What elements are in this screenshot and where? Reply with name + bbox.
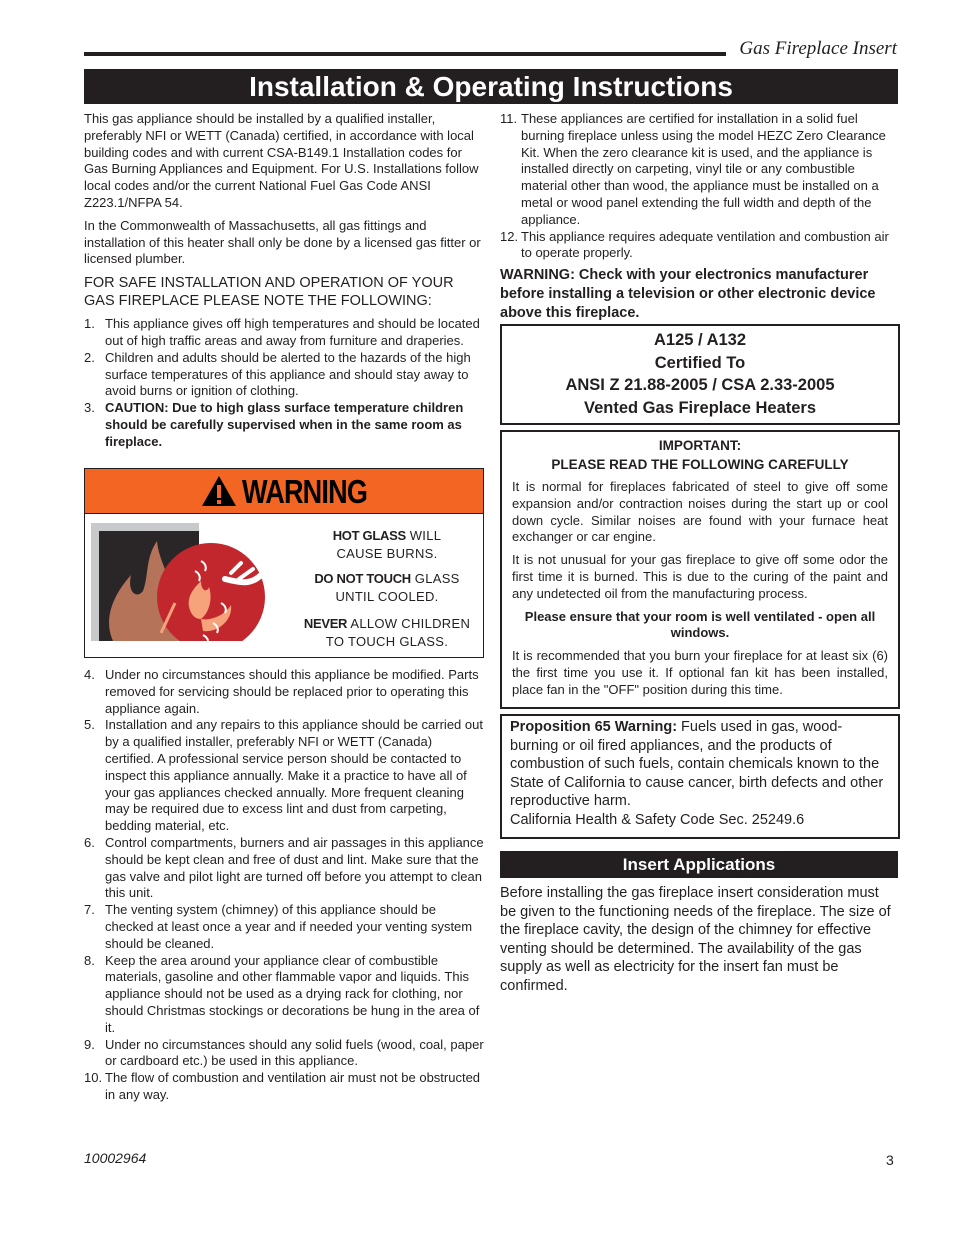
list-item: 10. The flow of combustion and ventilation air must not be obstructed in any way.: [84, 1070, 481, 1102]
list-item: 9. Under no circumstances should any solid fuels (wood, coal, paper or cardboard etc.) be used in this appliance.: [84, 1036, 484, 1069]
insert-applications-heading: Insert Applications: [500, 851, 898, 878]
page-number: 3: [886, 1152, 894, 1168]
important-ventilation-note: Please ensure that your room is well ventilated - open all windows.: [524, 608, 876, 641]
safety-list-b: [84, 667, 484, 1104]
prop65-warning: Proposition 65 Warning: Fuels used in gas, wood-burning or oil fired appliances, and the products of combustion of such fuels, contain chemicals known to the State of California to cause cancer, birth defects and other reproductive harm.: [510, 719, 884, 809]
cert-certified-to: Certified To: [654, 353, 746, 372]
warning-word: WARNING: [242, 473, 368, 510]
important-burn-paragraph: It is recommended that you burn your fireplace for at least six (6) the first time you use it. If optional fan kit has been installed, place fan in the "OFF" position during this time.: [512, 648, 888, 697]
list-item: 8. Keep the area around your appliance clear of combustible materials, gasoline and other flammable vapor and liquids. This appliance should not be used as a drying rack for clothing, nor should Christmas stockings or decorations be hung in the area of it.: [84, 952, 480, 1035]
important-noise-paragraph: It is normal for fireplaces fabricated of steel to give off some expansion and/or contraction noises during the start up or cool down cycle. Similar noises are found with your furnace heat exchanger or car engine.: [512, 479, 888, 545]
running-header: Gas Fireplace Insert: [739, 38, 897, 59]
important-box: [500, 430, 900, 709]
prop65-code: California Health & Safety Code Sec. 25249.6: [510, 811, 805, 828]
header-rule: [84, 52, 726, 56]
safety-list-c: [500, 111, 898, 262]
safety-heading: FOR SAFE INSTALLATION AND OPERATION OF YOUR GAS FIREPLACE PLEASE NOTE THE FOLLOWING:: [84, 275, 454, 310]
tv-warning: WARNING: Check with your electronics manufacturer before installing a television or other electronic device above this fireplace.: [500, 267, 876, 322]
warning-text: HOT GLASS WILL CAUSE BURNS. DO NOT TOUCH GLASS UNTIL COOLED. NEVER ALLOW CHILDREN TO TOUCH GLASS.: [303, 528, 471, 649]
intro-paragraph: This gas appliance should be installed by a qualified installer, preferably NFI or WETT (Canada) certified, in accordance with local building codes and with current CSA-B149.1 Installation codes for Gas Burning Appliances and Equipment. For U.S. Installations follow local codes and/or the current National Fuel Gas Code ANSI Z223.1/NFPA 54.: [84, 111, 479, 210]
important-heading: IMPORTANT:: [658, 438, 742, 453]
warning-triangle-icon: [201, 475, 237, 507]
safety-list-a: [84, 316, 484, 450]
massachusetts-paragraph: In the Commonwealth of Massachusetts, all gas fittings and installation of this heater shall only be done by a licensed gas fitter or licensed plumber.: [84, 217, 481, 267]
prop65-box: [500, 714, 900, 839]
right-column: [500, 111, 898, 329]
list-item: 11. These appliances are certified for installation in a solid fuel burning fireplace unless using the model HEZC Zero Clearance Kit. When the zero clearance kit is used, and the appliance is installed directly on carpeting, vinyl tile or any combustible material other than wood, the appliance must be installed on a metal or wood panel extending the full width and depth of the appliance.: [500, 111, 886, 227]
hot-glass-pictogram: [91, 523, 267, 641]
important-subheading: PLEASE READ THE FOLLOWING CAREFULLY: [551, 457, 849, 472]
certification-box: [500, 324, 900, 425]
list-item: 4. Under no circumstances should this appliance be modified. Parts removed for servicing should be replaced prior to operating this appliance again.: [84, 667, 479, 716]
page-title: Installation & Operating Instructions: [84, 69, 898, 104]
list-item: 2. Children and adults should be alerted to the hazards of the high surface temperatures of this appliance and should stay away to avoid burns or ignition of clothing.: [84, 349, 471, 399]
list-item: 5. Installation and any repairs to this appliance should be carried out by a qualified installer, preferably NFI or WETT (Canada) certified. A professional service person should be contacted to inspect this appliance annually. Make it a practice to have all of your gas appliances checked annually. More frequent cleaning may be required due to excess lint and dust from carpeting, bedding material, etc.: [84, 717, 483, 834]
list-item: 12. This appliance requires adequate ventilation and combustion air to operate properly.: [500, 228, 889, 261]
cert-category: Vented Gas Fireplace Heaters: [583, 398, 817, 417]
cert-standard: ANSI Z 21.88-2005 / CSA 2.33-2005: [565, 376, 835, 394]
doc-number: 10002964: [84, 1150, 147, 1166]
warning-label: [84, 468, 484, 658]
left-column: [84, 111, 484, 451]
list-item: 3. CAUTION: Due to high glass surface temperature children should be carefully supervised when in the same room as fireplace.: [84, 400, 464, 449]
left-column-lower: [84, 667, 484, 1104]
list-item: 6. Control compartments, burners and air passages in this appliance should be kept clean and free of dust and lint. Make sure that the gas valve and pilot light are turned off before you attempt to clean this unit.: [84, 834, 484, 901]
cert-models: A125 / A132: [653, 331, 747, 349]
warning-header: [85, 469, 483, 514]
list-item: 7. The venting system (chimney) of this appliance should be checked at least once a year and if needed your venting system should be cleaned.: [84, 902, 473, 951]
list-item: 1. This appliance gives off high temperatures and should be located out of high traffic areas and away from furniture and draperies.: [84, 316, 480, 348]
insert-applications-body: Before installing the gas fireplace insert consideration must be given to the functioning needs of the fireplace. The size of the fireplace cavity, the design of the chimney for effective venting should be determined. The availability of the gas supply as well as electricity for the insert fan must be confirmed.: [500, 885, 891, 994]
important-odor-paragraph: It is not unusual for your gas fireplace to give off some odor the first time it is burned. This is due to the curing of the paint and any undetected oil from the manufacturing process.: [512, 552, 888, 601]
